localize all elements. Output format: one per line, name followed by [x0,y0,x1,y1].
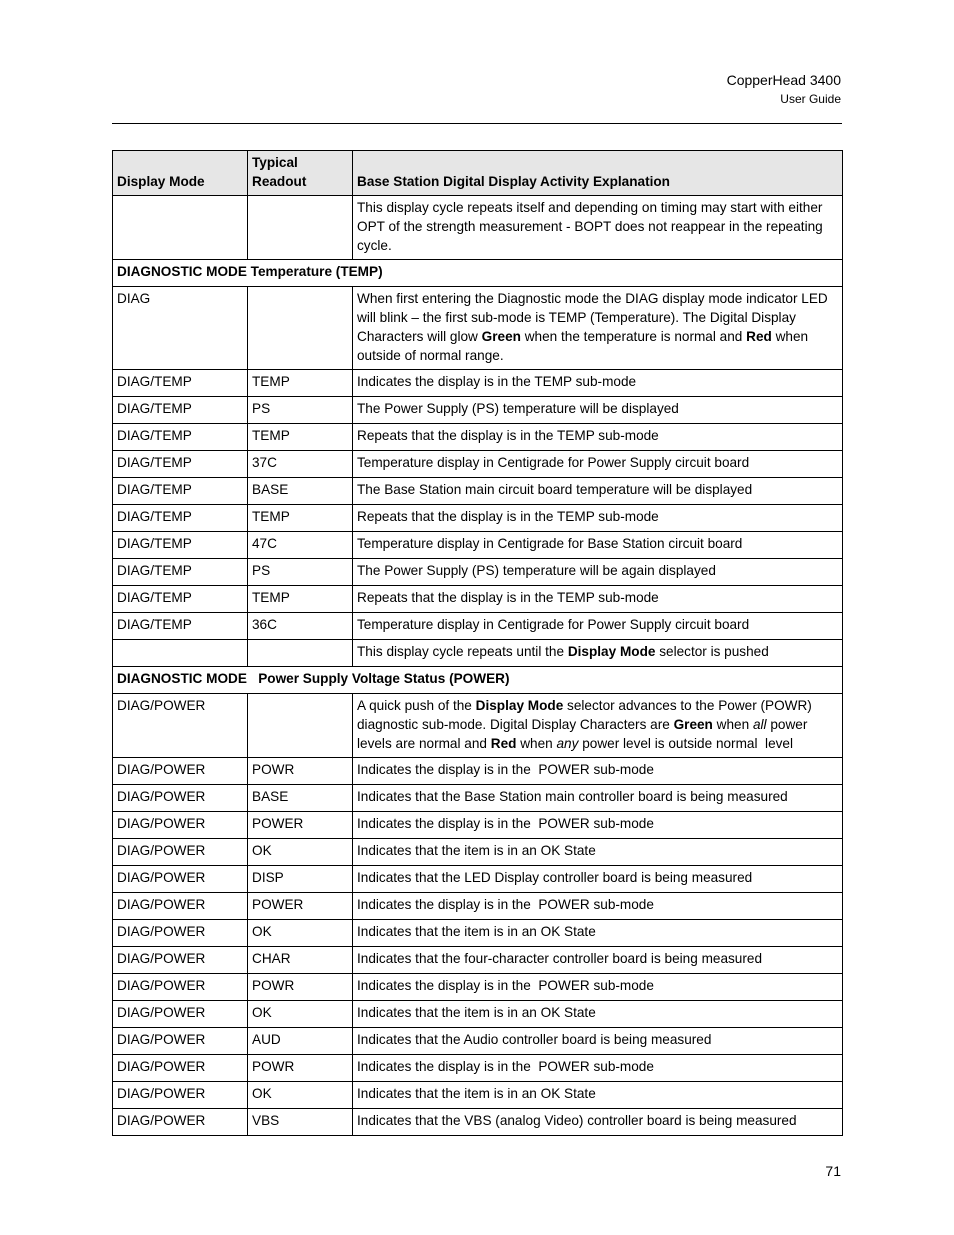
typical-readout-cell: PS [248,397,353,424]
section-row [113,260,843,287]
column-header-explanation: Base Station Digital Display Activity Explanation [353,151,843,196]
emphasis-text: Red [490,736,517,751]
typical-readout-cell: 36C [248,613,353,640]
typical-readout-cell: DISP [248,866,353,893]
typical-readout-cell: TEMP [248,505,353,532]
display-mode-cell: DIAG/POWER [113,1055,248,1082]
display-mode-cell: DIAG/TEMP [113,478,248,505]
explanation-cell: The Power Supply (PS) temperature will be displayed [353,397,843,424]
explanation-cell: Indicates that the four-character controller board is being measured [353,947,843,974]
typical-readout-cell: TEMP [248,586,353,613]
typical-readout-cell: OK [248,839,353,866]
document-subtitle: User Guide [780,92,841,106]
display-mode-cell: DIAG/POWER [113,812,248,839]
display-mode-table [112,150,843,1136]
explanation-cell: Indicates the display is in the TEMP sub-mode [353,370,843,397]
explanation-text: when [712,717,753,732]
table-body [113,196,843,1136]
table-row [113,287,843,370]
emphasis-text: Display Mode [567,644,656,659]
explanation-cell: Indicates the display is in the POWER sub-mode [353,974,843,1001]
explanation-cell: The Power Supply (PS) temperature will be again displayed [353,559,843,586]
typical-readout-cell: TEMP [248,424,353,451]
display-mode-cell [113,640,248,667]
explanation-cell: Repeats that the display is in the TEMP sub-mode [353,505,843,532]
explanation-text: power level is outside normal level [578,736,794,751]
section-heading: DIAGNOSTIC MODE Power Supply Voltage Status (POWER) [113,667,843,694]
table-row [113,196,843,260]
section-heading: DIAGNOSTIC MODE Temperature (TEMP) [113,260,843,287]
table-row [113,451,843,478]
table-row [113,613,843,640]
typical-readout-cell: TEMP [248,370,353,397]
typical-readout-cell: 47C [248,532,353,559]
table-row [113,758,843,785]
emphasis-text: Green [673,717,713,732]
table-row [113,785,843,812]
table-row [113,586,843,613]
typical-readout-cell: POWR [248,758,353,785]
explanation-cell: Indicates that the item is in an OK State [353,1001,843,1028]
display-mode-cell: DIAG/POWER [113,1028,248,1055]
table-row [113,694,843,758]
explanation-text: This display cycle repeats until the [357,644,568,659]
explanation-cell: Temperature display in Centigrade for Power Supply circuit board [353,451,843,478]
header-rule [112,123,842,124]
table-header-row [113,151,843,196]
explanation-cell: Temperature display in Centigrade for Power Supply circuit board [353,613,843,640]
typical-readout-cell [248,694,353,758]
typical-readout-cell: POWER [248,812,353,839]
explanation-cell: Indicates the display is in the POWER sub-mode [353,812,843,839]
table-row [113,370,843,397]
explanation-text: When first entering the Diagnostic mode the DIAG display mode indicator LED will blink – the first sub-mode is TEMP (Temperature). The Digital Display Characters will glow [357,291,832,344]
emphasis-text: Green [481,329,521,344]
display-mode-cell: DIAG/POWER [113,785,248,812]
typical-readout-cell [248,287,353,370]
document-title: CopperHead 3400 [726,72,841,88]
display-mode-cell [113,196,248,260]
typical-readout-cell: POWER [248,893,353,920]
display-mode-cell: DIAG/TEMP [113,397,248,424]
display-mode-cell: DIAG/POWER [113,1001,248,1028]
display-mode-cell: DIAG/TEMP [113,586,248,613]
explanation-text: A quick push of the [357,698,476,713]
typical-readout-cell: PS [248,559,353,586]
typical-readout-cell: CHAR [248,947,353,974]
display-mode-cell: DIAG/TEMP [113,613,248,640]
explanation-cell [353,287,843,370]
explanation-cell: This display cycle repeats itself and depending on timing may start with either OPT of the strength measurement - BOPT does not reappear in the repeating cycle. [353,196,843,260]
explanation-text: selector advances to the Power (POWR) diagnostic sub-mode. Digital Display Characters are [357,698,816,732]
italic-text: all [752,717,767,732]
column-header-typical-readout: Typical Readout [248,151,353,196]
display-mode-cell: DIAG/POWER [113,893,248,920]
display-mode-cell: DIAG/TEMP [113,532,248,559]
display-mode-cell: DIAG/TEMP [113,451,248,478]
typical-readout-cell: POWR [248,1055,353,1082]
explanation-text: when outside of normal range. [357,329,812,363]
display-mode-cell: DIAG/POWER [113,758,248,785]
table-row [113,947,843,974]
explanation-cell [353,694,843,758]
typical-readout-cell: BASE [248,785,353,812]
explanation-text: when [516,736,557,751]
display-mode-cell: DIAG/POWER [113,866,248,893]
table-row [113,974,843,1001]
explanation-cell: Repeats that the display is in the TEMP sub-mode [353,586,843,613]
emphasis-text: Red [746,329,772,344]
explanation-cell: Temperature display in Centigrade for Base Station circuit board [353,532,843,559]
display-mode-cell: DIAG/POWER [113,920,248,947]
table-row [113,1001,843,1028]
display-mode-cell: DIAG/POWER [113,1082,248,1109]
table-row [113,640,843,667]
explanation-cell: Indicates that the Base Station main controller board is being measured [353,785,843,812]
display-mode-cell: DIAG/POWER [113,839,248,866]
explanation-cell [353,640,843,667]
display-mode-cell: DIAG/TEMP [113,505,248,532]
table-row [113,866,843,893]
table-row [113,839,843,866]
table-row [113,1055,843,1082]
explanation-cell: Indicates that the item is in an OK State [353,920,843,947]
explanation-cell: Indicates that the item is in an OK State [353,1082,843,1109]
table-row [113,478,843,505]
emphasis-text: Display Mode [475,698,564,713]
column-header-display-mode: Display Mode [113,151,248,196]
typical-readout-cell: OK [248,1001,353,1028]
table-row [113,397,843,424]
page-number: 71 [825,1163,841,1179]
table-row [113,505,843,532]
display-mode-cell: DIAG/POWER [113,1109,248,1136]
section-row [113,667,843,694]
explanation-text: selector is pushed [655,644,769,659]
table-row [113,1109,843,1136]
page-header [727,71,841,108]
explanation-cell: Indicates that the LED Display controller board is being measured [353,866,843,893]
display-mode-cell: DIAG/TEMP [113,559,248,586]
table-row [113,1082,843,1109]
typical-readout-cell [248,640,353,667]
display-mode-cell: DIAG/TEMP [113,370,248,397]
display-mode-cell: DIAG/TEMP [113,424,248,451]
typical-readout-cell: VBS [248,1109,353,1136]
explanation-text: power levels are normal and [357,717,812,751]
explanation-cell: Indicates that the Audio controller board is being measured [353,1028,843,1055]
typical-readout-cell: POWR [248,974,353,1001]
typical-readout-cell: OK [248,920,353,947]
explanation-cell: The Base Station main circuit board temperature will be displayed [353,478,843,505]
table-row [113,893,843,920]
display-mode-cell: DIAG/POWER [113,974,248,1001]
display-mode-cell: DIAG/POWER [113,947,248,974]
table-row [113,812,843,839]
typical-readout-cell: OK [248,1082,353,1109]
table-row [113,1028,843,1055]
typical-readout-cell: AUD [248,1028,353,1055]
display-mode-cell: DIAG/POWER [113,694,248,758]
typical-readout-cell: BASE [248,478,353,505]
typical-readout-cell [248,196,353,260]
table-row [113,920,843,947]
explanation-cell: Indicates the display is in the POWER sub-mode [353,758,843,785]
explanation-text: when the temperature is normal and [520,329,747,344]
explanation-cell: Indicates that the item is in an OK State [353,839,843,866]
table-row [113,559,843,586]
explanation-cell: Indicates that the VBS (analog Video) controller board is being measured [353,1109,843,1136]
italic-text: any [556,736,579,751]
table-row [113,424,843,451]
display-mode-cell: DIAG [113,287,248,370]
explanation-cell: Indicates the display is in the POWER sub-mode [353,893,843,920]
explanation-cell: Indicates the display is in the POWER sub-mode [353,1055,843,1082]
explanation-cell: Repeats that the display is in the TEMP sub-mode [353,424,843,451]
table-row [113,532,843,559]
typical-readout-cell: 37C [248,451,353,478]
